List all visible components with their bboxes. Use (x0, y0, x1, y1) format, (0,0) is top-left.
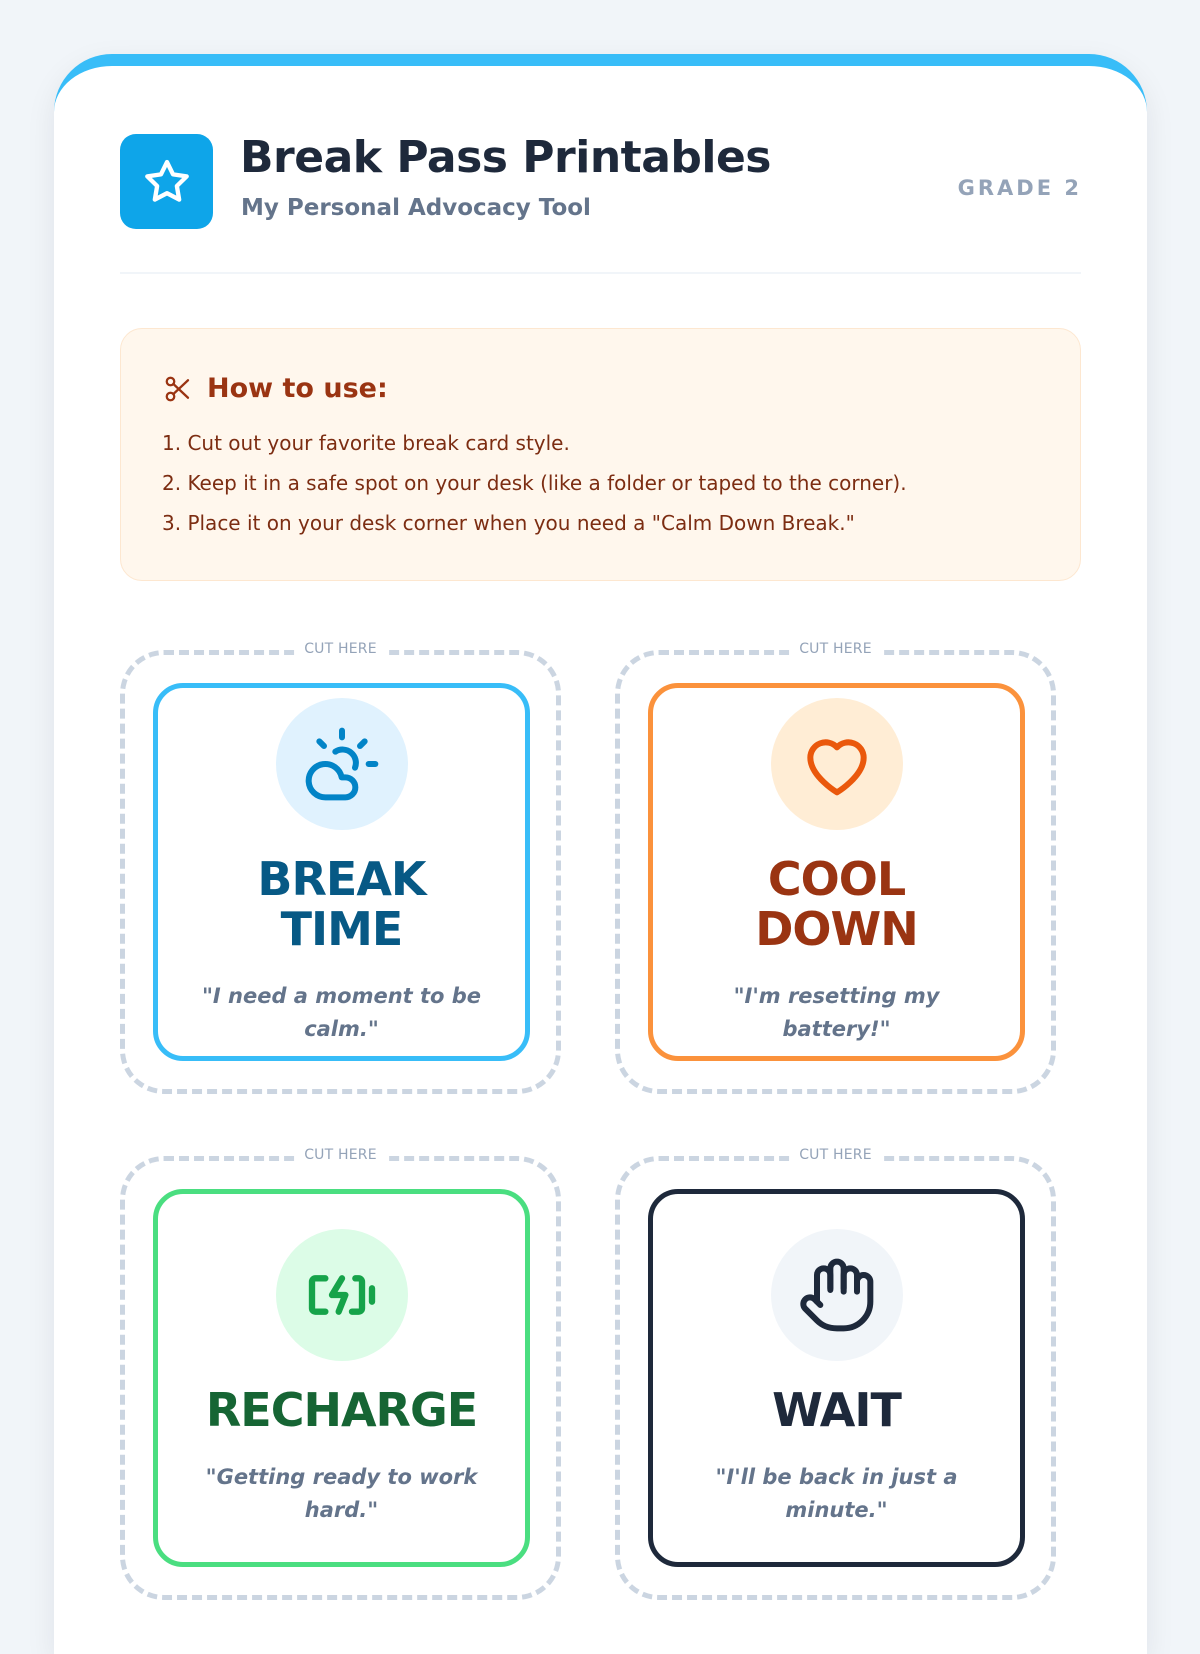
grade-label: GRADE 2 (957, 176, 1082, 200)
card-title-line: DOWN (755, 902, 918, 956)
how-to-use-heading (163, 373, 388, 404)
card-title (772, 1385, 901, 1435)
hand-icon (797, 1255, 877, 1335)
step-1: 1. Cut out your favorite break card style. (162, 431, 570, 455)
card-title (755, 854, 918, 954)
battery-charging-icon (302, 1255, 382, 1335)
card-icon-circle (276, 1229, 408, 1361)
card-title-line: COOL (767, 852, 906, 906)
card-title-line: BREAK (257, 852, 426, 906)
step-2: 2. Keep it in a safe spot on your desk (like a folder or taped to the corner). (162, 471, 907, 495)
card-icon-circle (771, 1229, 903, 1361)
card-quote: "I'll be back in just a minute." (715, 1465, 958, 1522)
cut-zone-break-time (120, 641, 561, 1094)
card-title-line: RECHARGE (205, 1383, 478, 1437)
cut-here-label: CUT HERE (294, 1147, 387, 1163)
recharge-card[interactable] (153, 1189, 530, 1567)
card-quote: "I'm resetting my battery!" (733, 984, 940, 1041)
cool-down-card[interactable] (648, 683, 1025, 1061)
logo (120, 134, 213, 229)
card-title-line: TIME (280, 902, 403, 956)
star-icon (141, 156, 193, 208)
card-icon-circle (771, 698, 903, 830)
card-quote: "I need a moment to be calm." (201, 984, 482, 1041)
break-pass-panel (54, 54, 1147, 1654)
cut-here-label: CUT HERE (789, 1147, 882, 1163)
cut-zone-cool-down (615, 641, 1056, 1094)
how-to-use-title: How to use: (207, 373, 388, 404)
how-to-use-steps (162, 423, 907, 543)
card-title (257, 854, 425, 954)
card-icon-circle (276, 698, 408, 830)
page-title: Break Pass Printables (240, 132, 771, 183)
wait-card[interactable] (648, 1189, 1025, 1567)
scissors-icon (163, 374, 193, 404)
card-title (206, 1385, 477, 1435)
cut-zone-recharge (120, 1147, 561, 1600)
how-to-use-box (120, 328, 1081, 581)
sun-cloud-icon (302, 724, 382, 804)
card-quote: "Getting ready to work hard." (205, 1465, 478, 1522)
heart-icon (797, 724, 877, 804)
cut-here-label: CUT HERE (294, 641, 387, 657)
step-3: 3. Place it on your desk corner when you need a "Calm Down Break." (162, 511, 855, 535)
page-subtitle: My Personal Advocacy Tool (241, 195, 591, 221)
cut-zone-wait (615, 1147, 1056, 1600)
cut-here-label: CUT HERE (789, 641, 882, 657)
header-divider (120, 272, 1081, 274)
break-time-card[interactable] (153, 683, 530, 1061)
card-title-line: WAIT (772, 1383, 901, 1437)
